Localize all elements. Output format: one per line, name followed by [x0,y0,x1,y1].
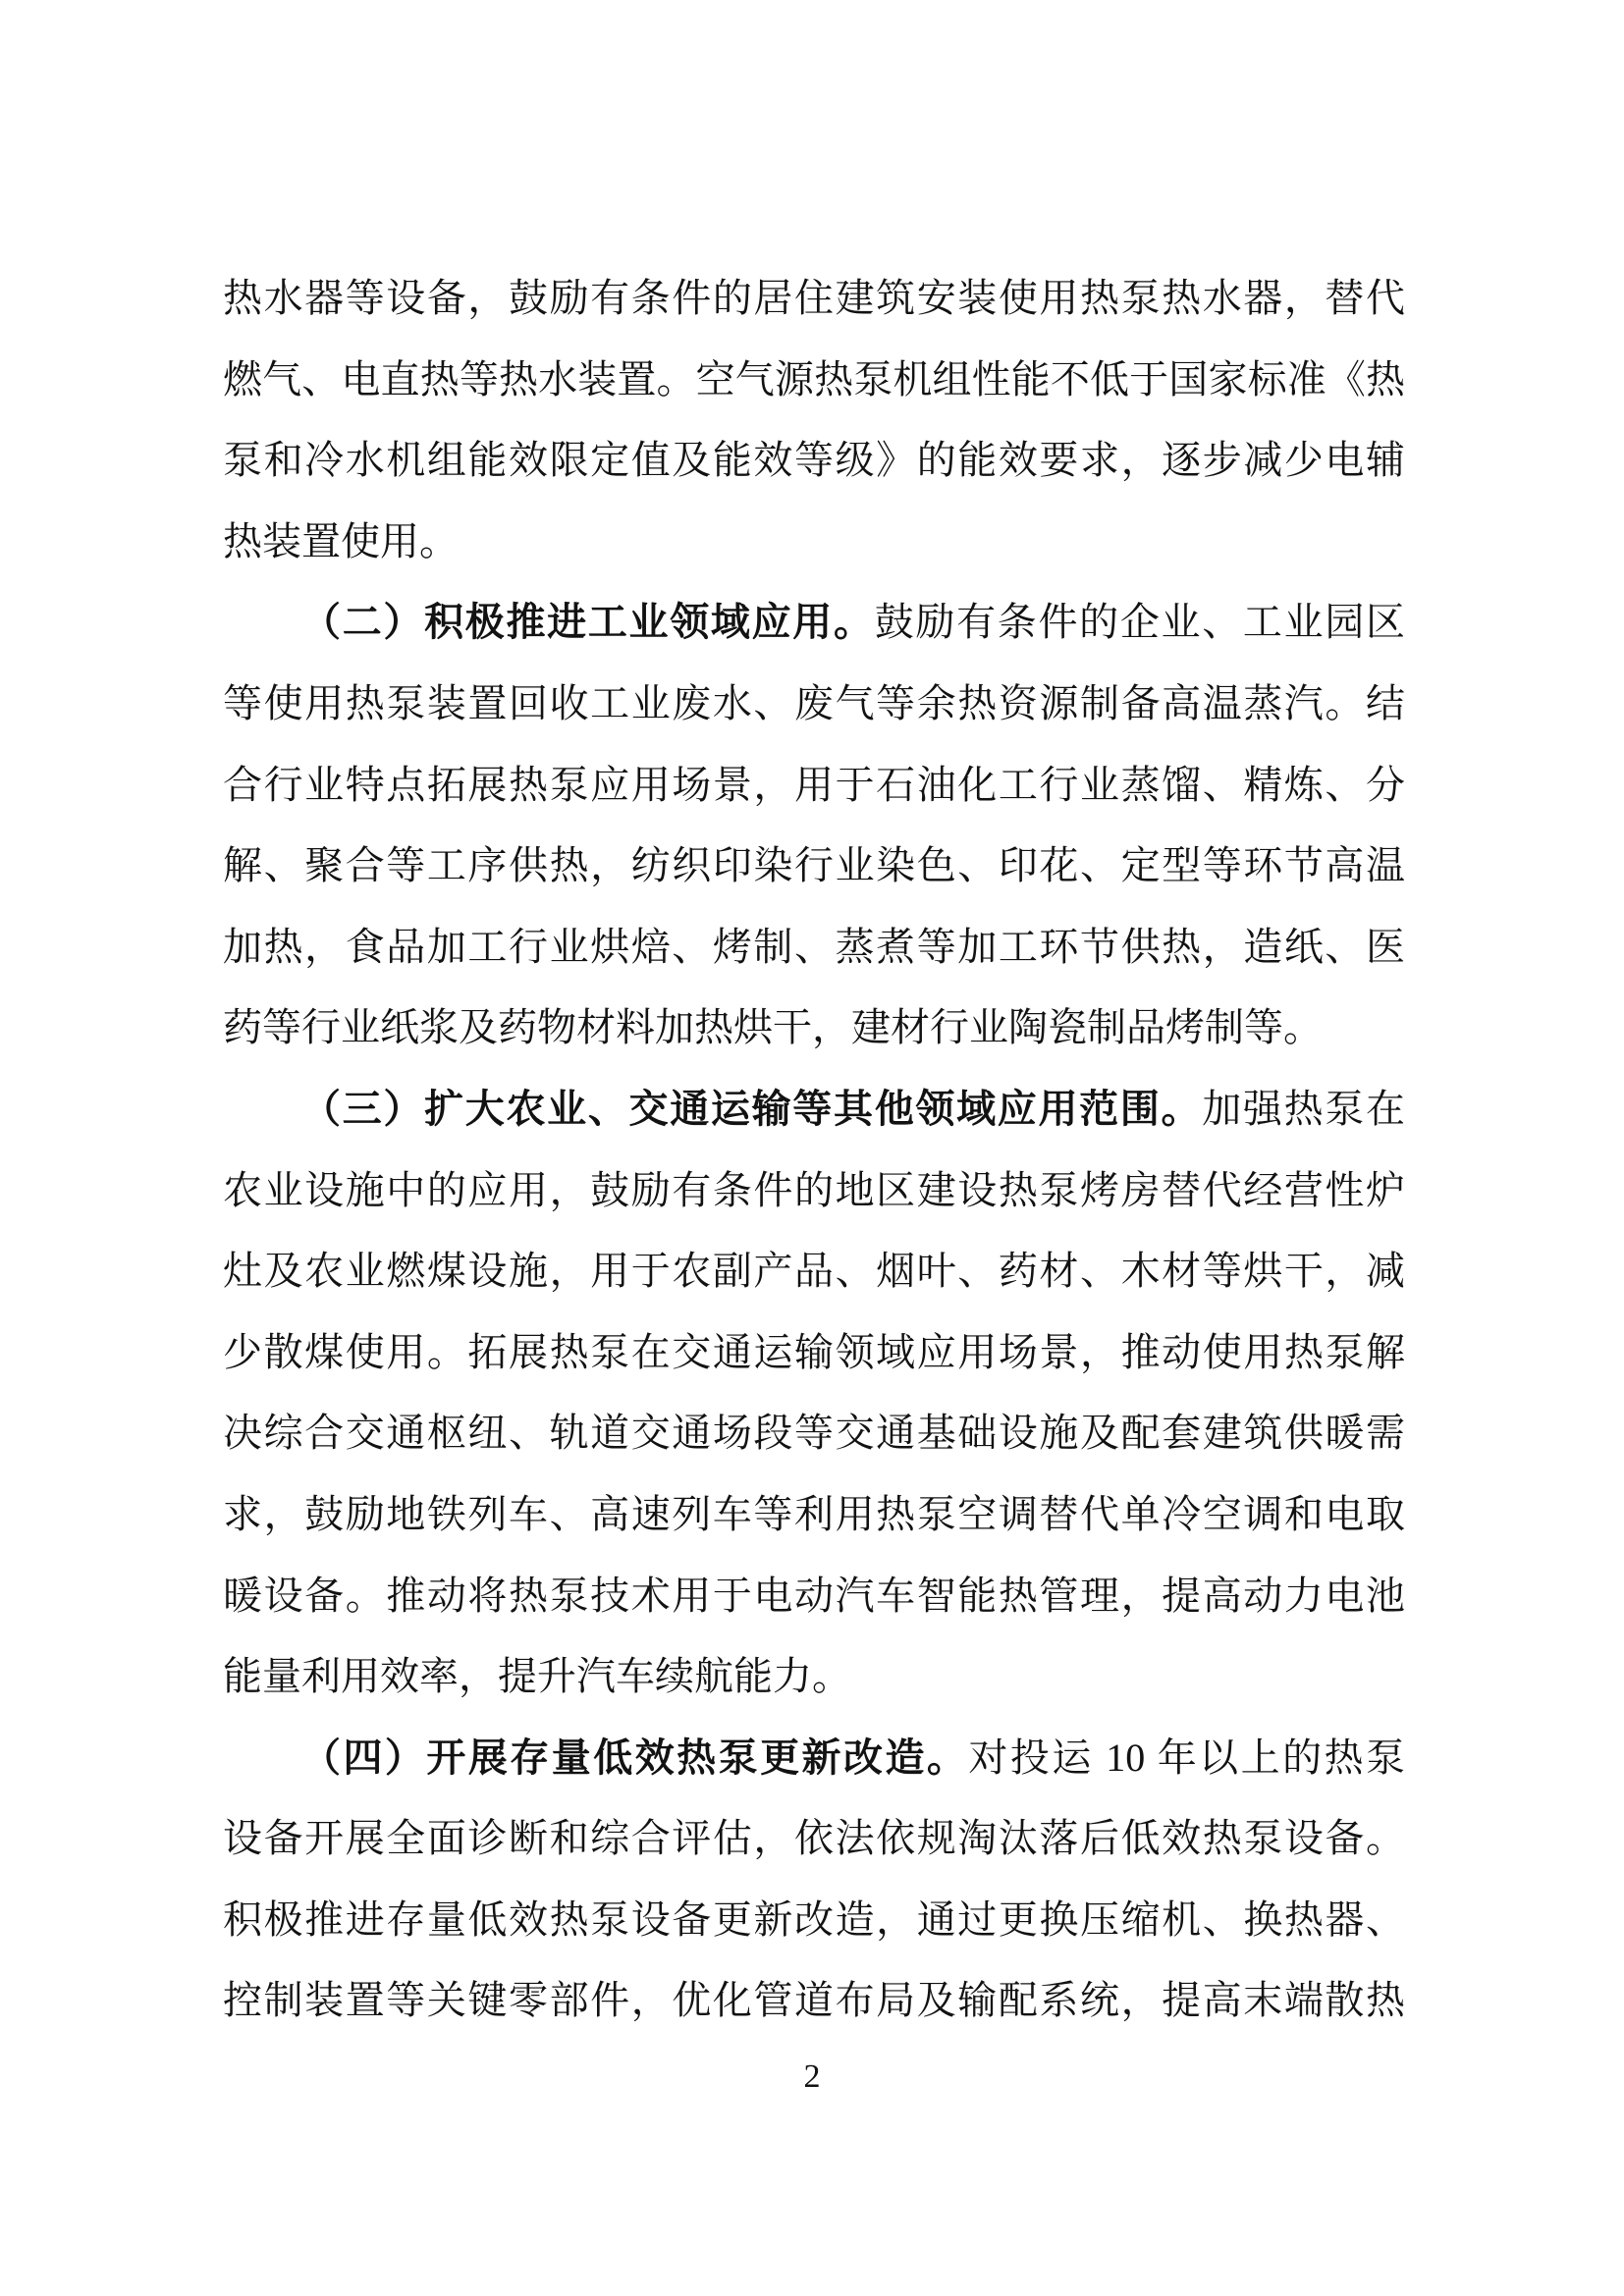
body-text-run: 合行业特点拓展热泵应用场景，用于石油化工行业蒸馏、精炼、分 [223,762,1405,807]
text-line [223,907,1405,988]
text-line [223,1880,1405,1961]
text-line [223,1798,1405,1880]
body-text-run: 能量利用效率，提升汽车续航能力。 [223,1654,851,1699]
text-line [223,1556,1405,1637]
body-text-run: 决综合交通枢纽、轨道交通场段等交通基础设施及配套建筑供暖需 [223,1411,1405,1456]
text-line [223,1150,1405,1232]
paragraph-retrofit-upgrade [223,1718,1405,2042]
page-number: 2 [803,2058,821,2095]
body-text-run: 泵和冷水机组能效限定值及能效等级》的能效要求，逐步减少电辅 [223,438,1405,483]
body-text-run: 求，鼓励地铁列车、高速列车等利用热泵空调替代单冷空调和电取 [223,1491,1405,1536]
body-text-run: 灶及农业燃煤设施，用于农副产品、烟叶、药材、木材等烘干，减 [223,1249,1405,1294]
text-line [223,1069,1405,1150]
body-text-run: 加强热泵在 [1202,1086,1406,1131]
body-text-run: 农业设施中的应用，鼓励有条件的地区建设热泵烤房替代经营性炉 [223,1167,1405,1212]
text-line [223,502,1405,583]
text-line [223,420,1405,502]
body-text-run: 热装置使用。 [223,518,459,563]
text-line [223,988,1405,1069]
paragraph-residential-continued [223,258,1405,582]
body-text-run: 鼓励有条件的企业、工业园区 [874,600,1406,645]
body-text-run: 燃气、电直热等热水装置。空气源热泵机组性能不低于国家标准《热 [223,356,1405,401]
body-text-run: 少散煤使用。拓展热泵在交通运输领域应用场景，推动使用热泵解 [223,1329,1405,1374]
body-text-run: 暖设备。推动将热泵技术用于电动汽车智能热管理，提高动力电池 [223,1573,1405,1618]
text-line [223,1718,1405,1799]
text-line [223,1231,1405,1312]
text-line [223,1474,1405,1556]
text-line [223,1312,1405,1394]
paragraph-agriculture-transport [223,1069,1405,1718]
text-line [223,340,1405,421]
body-text-run: 加热，食品加工行业烘焙、烤制、蒸煮等加工环节供热，造纸、医 [223,924,1405,969]
page-footer [0,2058,1624,2096]
text-line [223,1636,1405,1718]
document-body [223,258,1405,2042]
body-text-run: 解、聚合等工序供热，纺织印染行业染色、印花、定型等环节高温 [223,843,1405,888]
section-heading-run: （二）积极推进工业领域应用。 [301,600,875,645]
text-line [223,826,1405,907]
section-heading-run: （三）扩大农业、交通运输等其他领域应用范围。 [301,1086,1203,1131]
text-line [223,745,1405,827]
section-heading-run: （四）开展存量低效热泵更新改造。 [301,1735,969,1780]
body-text-run: 热水器等设备，鼓励有条件的居住建筑安装使用热泵热水器，替代 [223,276,1405,320]
paragraph-industrial-applications [223,582,1405,1069]
text-line [223,664,1405,745]
text-line [223,1393,1405,1474]
text-line [223,582,1405,664]
body-text-run: 对投运 10 年以上的热泵 [968,1735,1406,1780]
body-text-run: 控制装置等关键零部件，优化管道布局及输配系统，提高末端散热 [223,1978,1405,2023]
body-text-run: 积极推进存量低效热泵设备更新改造，通过更换压缩机、换热器、 [223,1896,1405,1942]
text-line [223,258,1405,340]
body-text-run: 药等行业纸浆及药物材料加热烘干，建材行业陶瓷制品烤制等。 [223,1005,1323,1050]
text-line [223,1960,1405,2042]
body-text-run: 设备开展全面诊断和综合评估，依法依规淘汰落后低效热泵设备。 [223,1816,1405,1861]
body-text-run: 等使用热泵装置回收工业废水、废气等余热资源制备高温蒸汽。结 [223,680,1405,725]
